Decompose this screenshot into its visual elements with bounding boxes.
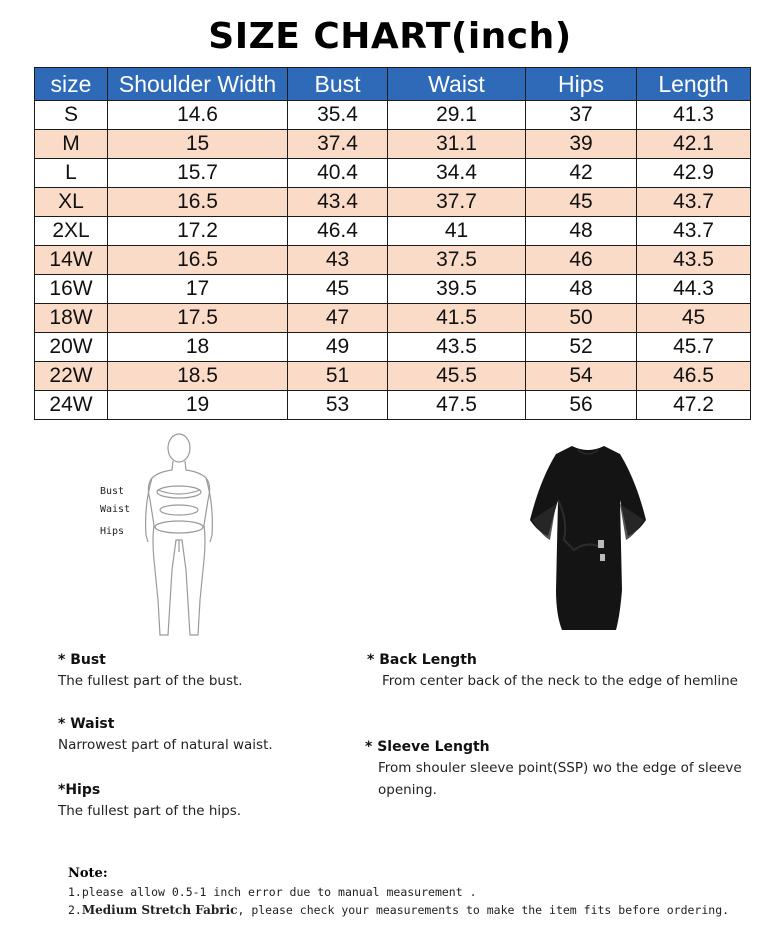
cell-bust: 35.4 xyxy=(288,101,388,130)
cell-shoulder-width: 19 xyxy=(108,391,288,420)
cell-hips: 46 xyxy=(526,246,637,275)
cell-waist: 29.1 xyxy=(388,101,526,130)
note-line-2-bold: Medium Stretch Fabric xyxy=(81,903,238,917)
cell-bust: 43.4 xyxy=(288,188,388,217)
definition-back-length xyxy=(367,652,738,692)
cell-waist: 31.1 xyxy=(388,130,526,159)
cell-waist: 34.4 xyxy=(388,159,526,188)
cell-hips: 48 xyxy=(526,275,637,304)
cell-shoulder-width: 17.2 xyxy=(108,217,288,246)
cell-length: 43.7 xyxy=(637,188,751,217)
cell-size: 22W xyxy=(35,362,108,391)
column-header-hips: Hips xyxy=(526,68,637,101)
cell-bust: 37.4 xyxy=(288,130,388,159)
table-row xyxy=(35,159,751,188)
definition-back-length-title: * Back Length xyxy=(367,652,477,668)
body-measurement-figure xyxy=(96,430,246,642)
cell-bust: 45 xyxy=(288,275,388,304)
note-line-2-prefix: 2. xyxy=(68,903,82,917)
note-section xyxy=(68,866,768,917)
cell-hips: 56 xyxy=(526,391,637,420)
table-row xyxy=(35,246,751,275)
definition-waist-title: * Waist xyxy=(58,716,115,732)
column-header-bust: Bust xyxy=(288,68,388,101)
cell-size: 2XL xyxy=(35,217,108,246)
cell-length: 45.7 xyxy=(637,333,751,362)
cell-hips: 54 xyxy=(526,362,637,391)
cell-bust: 51 xyxy=(288,362,388,391)
table-row xyxy=(35,333,751,362)
cell-bust: 49 xyxy=(288,333,388,362)
cell-hips: 39 xyxy=(526,130,637,159)
note-line-1: 1.please allow 0.5-1 inch error due to manual measurement . xyxy=(68,885,477,899)
note-line-2-rest: , please check your measurements to make the item fits before ordering. xyxy=(237,903,730,917)
column-header-waist: Waist xyxy=(388,68,526,101)
figure-label-bust: Bust xyxy=(100,486,125,497)
cell-size: 24W xyxy=(35,391,108,420)
size-chart-table xyxy=(34,67,751,420)
column-header-size: size xyxy=(35,68,108,101)
cell-size: 18W xyxy=(35,304,108,333)
cell-size: XL xyxy=(35,188,108,217)
cell-waist: 39.5 xyxy=(388,275,526,304)
definition-hips xyxy=(58,782,241,822)
cell-hips: 37 xyxy=(526,101,637,130)
cell-waist: 37.5 xyxy=(388,246,526,275)
cell-size: S xyxy=(35,101,108,130)
cell-shoulder-width: 18 xyxy=(108,333,288,362)
definition-waist xyxy=(58,716,273,756)
column-header-shoulder-width: Shoulder Width xyxy=(108,68,288,101)
table-row xyxy=(35,130,751,159)
cell-size: L xyxy=(35,159,108,188)
table-row xyxy=(35,304,751,333)
cell-length: 42.1 xyxy=(637,130,751,159)
cell-size: M xyxy=(35,130,108,159)
cell-waist: 37.7 xyxy=(388,188,526,217)
cell-bust: 43 xyxy=(288,246,388,275)
figure-label-hips: Hips xyxy=(100,526,125,537)
definition-back-length-text: From center back of the neck to the edge of hemline xyxy=(382,673,738,689)
cell-hips: 45 xyxy=(526,188,637,217)
dress-product-image xyxy=(528,440,648,632)
cell-hips: 50 xyxy=(526,304,637,333)
dress-icon xyxy=(528,440,648,632)
table-header-row xyxy=(35,68,751,101)
table-row xyxy=(35,391,751,420)
cell-shoulder-width: 17.5 xyxy=(108,304,288,333)
definition-bust-text: The fullest part of the bust. xyxy=(58,673,243,689)
cell-length: 44.3 xyxy=(637,275,751,304)
table-row xyxy=(35,188,751,217)
cell-length: 43.7 xyxy=(637,217,751,246)
cell-waist: 45.5 xyxy=(388,362,526,391)
page-title: SIZE CHART(inch) xyxy=(208,16,572,57)
column-header-length: Length xyxy=(637,68,751,101)
cell-bust: 53 xyxy=(288,391,388,420)
cell-bust: 46.4 xyxy=(288,217,388,246)
cell-shoulder-width: 16.5 xyxy=(108,188,288,217)
cell-length: 45 xyxy=(637,304,751,333)
cell-bust: 47 xyxy=(288,304,388,333)
cell-size: 14W xyxy=(35,246,108,275)
cell-shoulder-width: 15 xyxy=(108,130,288,159)
cell-bust: 40.4 xyxy=(288,159,388,188)
note-title: Note: xyxy=(68,866,108,881)
table-row xyxy=(35,101,751,130)
cell-length: 43.5 xyxy=(637,246,751,275)
cell-length: 42.9 xyxy=(637,159,751,188)
cell-size: 16W xyxy=(35,275,108,304)
cell-waist: 41.5 xyxy=(388,304,526,333)
cell-shoulder-width: 14.6 xyxy=(108,101,288,130)
cell-length: 47.2 xyxy=(637,391,751,420)
table-row xyxy=(35,362,751,391)
cell-size: 20W xyxy=(35,333,108,362)
cell-shoulder-width: 18.5 xyxy=(108,362,288,391)
cell-hips: 48 xyxy=(526,217,637,246)
definition-hips-text: The fullest part of the hips. xyxy=(58,803,242,819)
table-row xyxy=(35,217,751,246)
definition-hips-title: *Hips xyxy=(58,782,101,798)
definition-sleeve-length-title: * Sleeve Length xyxy=(365,739,490,755)
definition-sleeve-length xyxy=(365,739,742,801)
definition-sleeve-length-text-line2: opening. xyxy=(378,782,437,798)
figure-label-waist: Waist xyxy=(100,504,131,515)
definition-bust xyxy=(58,652,243,692)
cell-shoulder-width: 15.7 xyxy=(108,159,288,188)
cell-shoulder-width: 17 xyxy=(108,275,288,304)
table-row xyxy=(35,275,751,304)
cell-hips: 42 xyxy=(526,159,637,188)
definition-bust-title: * Bust xyxy=(58,652,106,668)
cell-hips: 52 xyxy=(526,333,637,362)
cell-waist: 41 xyxy=(388,217,526,246)
note-line-2 xyxy=(68,903,768,917)
definition-sleeve-length-text-line1: From shouler sleeve point(SSP) wo the edge of sleeve xyxy=(378,760,742,776)
cell-waist: 43.5 xyxy=(388,333,526,362)
cell-length: 41.3 xyxy=(637,101,751,130)
cell-shoulder-width: 16.5 xyxy=(108,246,288,275)
cell-length: 46.5 xyxy=(637,362,751,391)
cell-waist: 47.5 xyxy=(388,391,526,420)
definition-waist-text: Narrowest part of natural waist. xyxy=(58,737,273,753)
